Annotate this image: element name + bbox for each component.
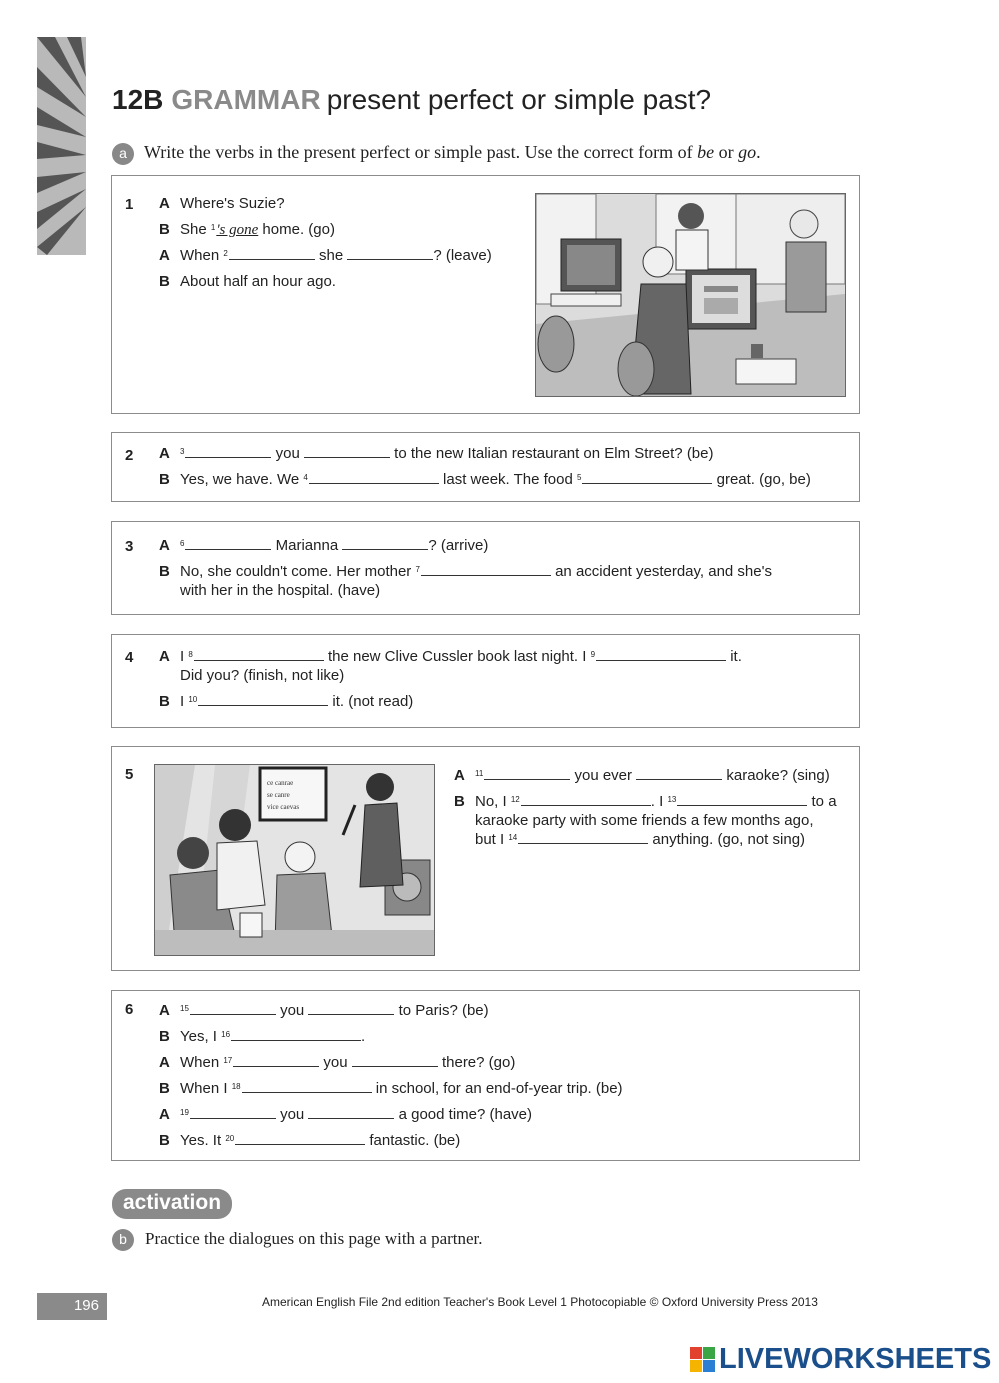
gap-number: 8 bbox=[188, 650, 193, 659]
line-text: you bbox=[319, 1054, 352, 1071]
speaker-label: B bbox=[159, 693, 170, 710]
line-text: to the new Italian restaurant on Elm Street? (be) bbox=[389, 445, 714, 462]
answer-blank[interactable] bbox=[309, 470, 439, 484]
answer-blank[interactable] bbox=[308, 1001, 394, 1015]
example-answer: 's gone bbox=[216, 222, 259, 238]
gap-number: 3 bbox=[180, 447, 185, 456]
speaker-label: A bbox=[159, 1002, 170, 1019]
sign-line-1: ce canrae bbox=[267, 779, 294, 787]
line-text: Yes. It bbox=[180, 1132, 226, 1149]
answer-blank[interactable] bbox=[304, 444, 390, 458]
line-text: Yes, I bbox=[180, 1028, 222, 1045]
sign-line-2: se canre bbox=[267, 791, 290, 799]
gap-number: 11 bbox=[475, 769, 484, 778]
speaker-label: A bbox=[159, 195, 170, 212]
answer-blank[interactable] bbox=[677, 792, 807, 806]
dialogue-number: 1 bbox=[125, 196, 134, 213]
gap-number: 1 bbox=[210, 223, 216, 232]
dialogue-box-3 bbox=[111, 521, 860, 615]
line-text: in school, for an end-of-year trip. (be) bbox=[371, 1080, 623, 1097]
exercise-a-badge: a bbox=[112, 143, 134, 165]
answer-blank[interactable] bbox=[231, 1027, 361, 1041]
answer-blank[interactable] bbox=[521, 792, 651, 806]
line-text: Marianna bbox=[271, 537, 343, 554]
exercise-b-instruction bbox=[112, 1229, 483, 1251]
liveworksheets-logo[interactable] bbox=[690, 1343, 991, 1375]
line-text: When bbox=[180, 247, 224, 264]
speaker-label: B bbox=[159, 471, 170, 488]
speaker-label: B bbox=[159, 221, 170, 238]
line-text: the new Clive Cussler book last night. I bbox=[323, 648, 591, 665]
answer-blank[interactable] bbox=[229, 246, 315, 260]
line-text: it. (not read) bbox=[328, 693, 414, 710]
answer-blank[interactable] bbox=[347, 246, 433, 260]
line-text: a good time? (have) bbox=[394, 1106, 533, 1123]
line-text: About half an hour ago. bbox=[180, 273, 336, 290]
gap-number: 9 bbox=[590, 650, 596, 659]
dialogue-line-continued: with her in the hospital. (have) bbox=[180, 582, 381, 599]
line-text: ? (arrive) bbox=[428, 537, 489, 554]
instruction-end: . bbox=[756, 142, 761, 162]
karaoke-illustration bbox=[154, 764, 435, 956]
line-text: it. bbox=[726, 648, 742, 665]
speaker-label: A bbox=[159, 1106, 170, 1123]
line-text: karaoke? (sing) bbox=[722, 767, 830, 784]
line-text: to Paris? (be) bbox=[394, 1002, 489, 1019]
dialogue-box-1 bbox=[111, 175, 860, 414]
line-text: When I bbox=[180, 1080, 232, 1097]
line-text: I bbox=[180, 693, 189, 710]
instruction-word-go: go bbox=[738, 142, 757, 162]
gap-number: 14 bbox=[508, 833, 518, 842]
line-text: ? (leave) bbox=[433, 247, 492, 264]
footer-credits bbox=[262, 1295, 818, 1309]
speaker-label: A bbox=[159, 445, 170, 462]
instruction-word-be: be bbox=[697, 142, 715, 162]
instruction-text: Write the verbs in the present perfect or simple past. Use the correct form of bbox=[144, 142, 698, 162]
answer-blank[interactable] bbox=[518, 830, 648, 844]
instruction-text: Practice the dialogues on this page with a partner. bbox=[145, 1229, 483, 1248]
answer-blank[interactable] bbox=[198, 692, 328, 706]
sunburst-stripe bbox=[37, 37, 86, 255]
answer-blank[interactable] bbox=[342, 536, 428, 550]
copyright-text: Photocopiable © Oxford University Press 2013 bbox=[566, 1295, 818, 1309]
speaker-label: B bbox=[454, 793, 465, 810]
speaker-label: B bbox=[159, 563, 170, 580]
sign-line-3: vice caevas bbox=[267, 803, 300, 811]
line-text: No, she couldn't come. Her mother bbox=[180, 563, 416, 580]
answer-blank[interactable] bbox=[352, 1053, 438, 1067]
answer-blank[interactable] bbox=[484, 766, 570, 780]
answer-blank[interactable] bbox=[190, 1001, 276, 1015]
line-text: to a bbox=[807, 793, 837, 810]
gap-number: 5 bbox=[577, 473, 582, 482]
dialogue-number: 2 bbox=[125, 447, 134, 464]
line-text: great. (go, be) bbox=[712, 471, 811, 488]
gap-number: 16 bbox=[221, 1030, 231, 1039]
line-text: there? (go) bbox=[437, 1054, 516, 1071]
answer-blank[interactable] bbox=[185, 536, 271, 550]
activation-heading: activation bbox=[112, 1189, 232, 1219]
answer-blank[interactable] bbox=[194, 647, 324, 661]
logo-wordmark: LIVEWORKSHEETS bbox=[719, 1343, 992, 1375]
gap-number: 15 bbox=[180, 1004, 189, 1013]
line-text: last week. The food bbox=[438, 471, 577, 488]
speaker-label: A bbox=[159, 648, 170, 665]
line-text: When bbox=[180, 1054, 224, 1071]
gap-number: 6 bbox=[180, 539, 185, 548]
speaker-label: A bbox=[159, 247, 170, 264]
exercise-b-badge: b bbox=[112, 1229, 134, 1251]
logo-tiles-icon bbox=[690, 1347, 716, 1373]
line-text: fantastic. (be) bbox=[365, 1132, 461, 1149]
unit-code: 12B bbox=[112, 84, 164, 115]
line-text: you ever bbox=[570, 767, 637, 784]
line-text: . bbox=[361, 1028, 366, 1045]
line-text: she bbox=[314, 247, 348, 264]
dialogue-box-2 bbox=[111, 432, 860, 502]
sunburst-icon bbox=[37, 37, 86, 255]
karaoke-illustration-icon bbox=[155, 765, 434, 955]
answer-blank[interactable] bbox=[582, 470, 712, 484]
dialogue-number: 5 bbox=[125, 766, 134, 783]
speaker-label: B bbox=[159, 1028, 170, 1045]
dialogue-box-5 bbox=[111, 746, 860, 971]
line-text: Where's Suzie? bbox=[180, 195, 285, 212]
speaker-label: A bbox=[159, 537, 170, 554]
answer-blank[interactable] bbox=[308, 1105, 394, 1119]
line-text: She bbox=[180, 221, 211, 238]
section-label: GRAMMAR bbox=[171, 84, 321, 115]
speaker-label: B bbox=[159, 1132, 170, 1149]
gap-number: 2 bbox=[223, 249, 228, 258]
dialogue-line-continued bbox=[475, 830, 805, 849]
topic-label: present perfect or simple past? bbox=[326, 84, 712, 115]
office-illustration bbox=[535, 193, 846, 397]
speaker-label: A bbox=[159, 1054, 170, 1071]
gap-number: 19 bbox=[180, 1108, 189, 1117]
dialogue-number: 6 bbox=[125, 1001, 134, 1018]
dialogue-number: 4 bbox=[125, 649, 134, 666]
answer-blank[interactable] bbox=[235, 1131, 365, 1145]
line-text: home. (go) bbox=[258, 221, 335, 238]
gap-number: 18 bbox=[231, 1082, 241, 1091]
answer-blank[interactable] bbox=[421, 562, 551, 576]
line-text: anything. (go, not sing) bbox=[648, 831, 806, 848]
page-title bbox=[112, 84, 711, 116]
answer-blank[interactable] bbox=[190, 1105, 276, 1119]
speaker-label: B bbox=[159, 1080, 170, 1097]
gap-number: 12 bbox=[510, 795, 520, 804]
instruction-or: or bbox=[714, 142, 739, 162]
answer-blank[interactable] bbox=[636, 766, 722, 780]
dialogue-line-continued: karaoke party with some friends a few months ago, bbox=[475, 812, 814, 829]
gap-number: 17 bbox=[223, 1056, 233, 1065]
line-text: you bbox=[275, 1002, 309, 1019]
line-text: Yes, we have. We bbox=[180, 471, 304, 488]
dialogue-box-4 bbox=[111, 634, 860, 728]
line-text: . I bbox=[650, 793, 668, 810]
gap-number: 13 bbox=[667, 795, 677, 804]
line-text: No, I bbox=[475, 793, 511, 810]
exercise-a-instruction bbox=[112, 142, 761, 165]
line-text: you bbox=[271, 445, 304, 462]
book-title: American English File 2nd edition Teacher's Book Level 1 bbox=[262, 1295, 567, 1309]
office-illustration-icon bbox=[536, 194, 845, 396]
gap-number: 4 bbox=[303, 473, 308, 482]
speaker-label: B bbox=[159, 273, 170, 290]
gap-number: 10 bbox=[188, 695, 198, 704]
speaker-label: A bbox=[454, 767, 465, 784]
line-text: an accident yesterday, and she's bbox=[550, 563, 772, 580]
answer-blank[interactable] bbox=[233, 1053, 319, 1067]
dialogue-box-6 bbox=[111, 990, 860, 1161]
answer-blank[interactable] bbox=[242, 1079, 372, 1093]
page-number: 196 bbox=[37, 1293, 107, 1320]
answer-blank[interactable] bbox=[185, 444, 271, 458]
dialogue-number: 3 bbox=[125, 538, 134, 555]
gap-number: 20 bbox=[225, 1134, 235, 1143]
line-text: you bbox=[275, 1106, 309, 1123]
line-text: but I bbox=[475, 831, 509, 848]
gap-number: 7 bbox=[415, 565, 420, 574]
line-text: I bbox=[180, 648, 189, 665]
dialogue-line-continued: Did you? (finish, not like) bbox=[180, 667, 345, 684]
answer-blank[interactable] bbox=[596, 647, 726, 661]
